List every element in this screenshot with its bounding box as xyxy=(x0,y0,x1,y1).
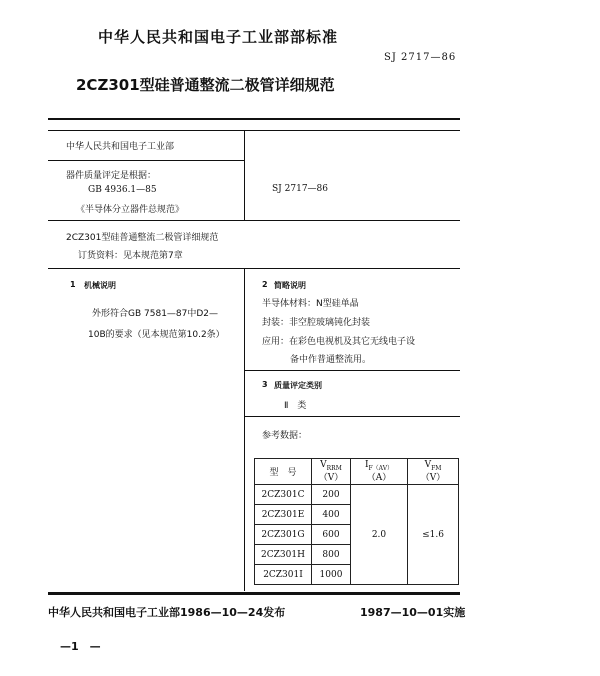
vrrm-cell: 600 xyxy=(312,525,351,545)
section2-material: 半导体材料：N型硅单晶 xyxy=(262,299,359,309)
table-header-row xyxy=(255,459,459,485)
section3-title: 质量评定类别 xyxy=(274,381,322,390)
top-rule-thin xyxy=(48,130,460,131)
section1-line1: 外形符合GB 7581—87中D2— xyxy=(92,309,219,319)
basis-label: 器件质量评定是根据： xyxy=(66,171,157,181)
vrrm-unit: （V） xyxy=(318,473,344,484)
vfm-symbol: V xyxy=(424,459,432,470)
org-standard-heading: 中华人民共和国电子工业部部标准 xyxy=(98,28,339,46)
info-rule xyxy=(48,220,460,221)
page-number: —1 — xyxy=(60,640,101,653)
section2-number: 2 xyxy=(262,280,268,289)
vrrm-symbol: V xyxy=(320,459,327,470)
vfm-value-cell: ≤1.6 xyxy=(408,485,459,585)
vrrm-cell: 200 xyxy=(312,485,351,505)
section2-application-cont: 备中作普通整流用。 xyxy=(290,355,372,365)
reference-label: 参考数据： xyxy=(262,431,308,441)
model-cell: 2CZ301E xyxy=(255,505,312,525)
header-vrrm xyxy=(312,459,351,485)
model-cell: 2CZ301C xyxy=(255,485,312,505)
header-if xyxy=(351,459,408,485)
table-row xyxy=(255,485,459,505)
ministry-name: 中华人民共和国电子工业部 xyxy=(66,142,175,152)
section2-application: 应用：在彩色电视机及其它无线电子设 xyxy=(262,337,416,347)
issued-date: 中华人民共和国电子工业部1986—10—24发布 xyxy=(48,606,286,619)
document-title: 2CZ301型硅普通整流二极管详细规范 xyxy=(76,76,335,94)
if-subscript: F（AV） xyxy=(368,464,394,472)
sections-divider xyxy=(244,269,245,591)
vrrm-cell: 400 xyxy=(312,505,351,525)
model-cell: 2CZ301G xyxy=(255,525,312,545)
quality-category: Ⅱ 类 xyxy=(284,401,307,411)
info-rule-left xyxy=(48,160,244,161)
section1-number: 1 xyxy=(70,280,76,289)
section2-title: 简略说明 xyxy=(274,281,306,290)
if-symbol: I xyxy=(364,459,369,470)
spec-name: 2CZ301型硅普通整流二极管详细规范 xyxy=(66,233,219,243)
footer-rule xyxy=(48,592,460,595)
vrrm-subscript: RRM xyxy=(326,464,342,472)
header-vfm xyxy=(408,459,459,485)
vfm-subscript: FM xyxy=(431,464,442,472)
vrrm-cell: 1000 xyxy=(312,565,351,585)
vfm-unit: （V） xyxy=(420,473,446,484)
section2-package: 封装：非空腔玻璃钝化封装 xyxy=(262,318,371,328)
section1-title: 机械说明 xyxy=(84,281,116,290)
vrrm-cell: 800 xyxy=(312,545,351,565)
section3-rule xyxy=(244,416,460,417)
standard-number: SJ 2717—86 xyxy=(384,52,457,63)
model-cell: 2CZ301Ⅰ xyxy=(255,565,312,585)
effective-date: 1987—10—01实施 xyxy=(360,606,466,619)
top-rule xyxy=(48,118,460,120)
parameter-table xyxy=(254,458,459,585)
section1-line2: 10B的要求（见本规范第10.2条） xyxy=(88,330,225,340)
if-value-cell: 2.0 xyxy=(351,485,408,585)
section3-number: 3 xyxy=(262,380,268,389)
right-standard-number: SJ 2717—86 xyxy=(272,184,328,194)
header-model: 型 号 xyxy=(255,459,312,485)
order-info: 订货资料：见本规范第7章 xyxy=(78,251,183,261)
info-divider xyxy=(244,131,245,220)
sections-rule xyxy=(48,268,460,269)
basis-standard: GB 4936.1—85 xyxy=(88,185,157,195)
model-cell: 2CZ301H xyxy=(255,545,312,565)
if-unit: （A） xyxy=(366,473,392,484)
section2-rule xyxy=(244,370,460,371)
basis-title: 《半导体分立器件总规范》 xyxy=(76,205,185,215)
